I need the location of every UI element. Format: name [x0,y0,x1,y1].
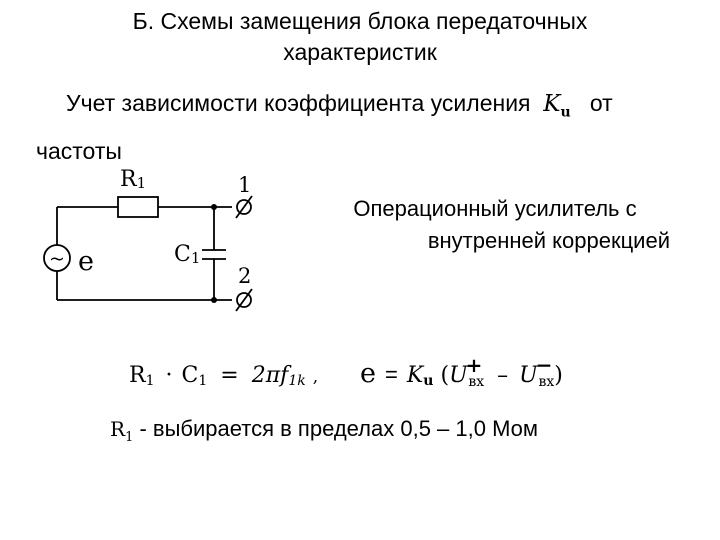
formula-right: e = Ku (U+ вх – U− вх) [360,353,563,390]
junction-top [211,204,217,210]
source-label: e [78,246,94,277]
intro-text-after: от [589,90,613,116]
resistor-r1 [118,197,158,217]
title-line-2: характеристик [283,39,437,65]
formula-left: R1 · C1 = 2πf1k , [129,363,319,389]
resistor-label: R1 [120,167,147,192]
junction-bottom [211,297,217,303]
opamp-line-2: внутренней коррекцией [427,228,670,253]
intro-text: Учет зависимости коэффициента усиления [66,90,531,116]
k-symbol: $K_u$ [543,91,571,121]
terminal-1-label: 1 [238,173,252,197]
opamp-line-1: Операционный усилитель с [353,196,637,221]
note-r1: $R_1$ [110,417,134,445]
capacitor-label: C1 [174,242,201,267]
note-text: - выбирается в пределах 0,5 – 1,0 Мом [133,416,539,441]
source-tilde-icon: ~ [49,248,65,270]
opamp-description [300,193,680,257]
resistor-note [110,414,538,453]
terminal-2-label: 2 [238,264,252,288]
intro-line-2: частоты [36,137,122,164]
title-line-1: Б. Схемы замещения блока передаточных [132,8,588,34]
